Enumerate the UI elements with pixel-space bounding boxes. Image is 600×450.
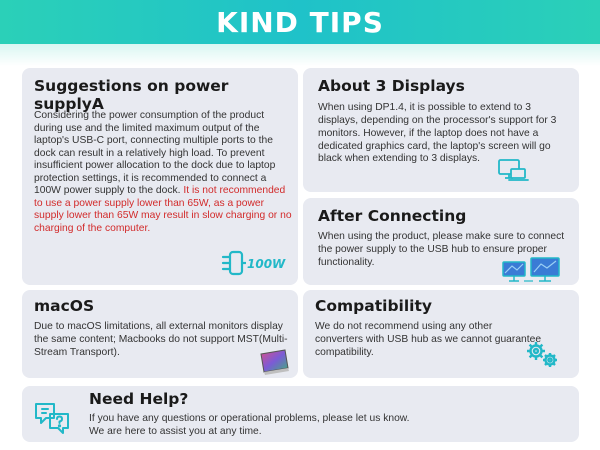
power-supply-body: Considering the power consumption of the product during use and the limited maximum output of the laptop's USB-C port, connecting multiple ports to the dock can result in a relatively high load. To prevent insufficient power allocation to the dock due to laptop protection settings, it is recommended to connect a 100W power supply to the dock. bbox=[34, 110, 276, 197]
need-help-text bbox=[89, 413, 569, 439]
need-help-line2: We are here to assist you at any time. bbox=[89, 425, 262, 437]
compatibility-text: We do not recommend using any other converters with USB hub as we cannot guarantee compatibility. bbox=[315, 321, 542, 358]
dual-monitor-icon bbox=[500, 255, 564, 285]
after-connecting-title: After Connecting bbox=[318, 207, 467, 225]
compatibility-title: Compatibility bbox=[315, 297, 432, 315]
after-connecting-text: When using the product, please make sure to connect the power supply to the USB hub to ensure proper functionality. bbox=[318, 231, 565, 268]
help-chat-icon bbox=[32, 396, 72, 436]
need-help-line1: If you have any questions or operational problems, please let us know. bbox=[89, 413, 410, 424]
header-banner bbox=[0, 0, 600, 44]
macos-card bbox=[22, 290, 298, 378]
banner-fade bbox=[0, 44, 600, 66]
monitor-laptop-icon bbox=[497, 157, 531, 183]
displays-text: When using DP1.4, it is possible to extend to 3 displays, depending on the processor's support for 3 monitors. However, if the laptop does not have a dedicated graphics card, the laptop's screen will go black when extending to 3 displays. bbox=[318, 102, 557, 165]
need-help-card bbox=[22, 386, 579, 442]
power-supply-title: Suggestions on power supplyA bbox=[34, 77, 229, 113]
macos-text: Due to macOS limitations, all external monitors display the same content; Macbooks do not support MST(Multi-Stream Transport). bbox=[34, 321, 288, 358]
macos-title: macOS bbox=[34, 297, 95, 315]
macbook-icon bbox=[258, 348, 290, 376]
need-help-title: Need Help? bbox=[89, 390, 189, 408]
displays-card bbox=[303, 68, 579, 192]
power-supply-warning: It is not recommended to use a power supply lower than 65W, as a power supply lower than 65W may result in slow charging or no charging of the computer. bbox=[34, 185, 292, 234]
power-100w-label: 100W bbox=[247, 257, 286, 271]
gears-icon bbox=[524, 340, 560, 368]
displays-title: About 3 Displays bbox=[318, 77, 465, 95]
power-supply-text bbox=[34, 110, 292, 235]
page-title: KIND TIPS bbox=[216, 5, 384, 39]
power-100w-icon bbox=[220, 248, 286, 278]
